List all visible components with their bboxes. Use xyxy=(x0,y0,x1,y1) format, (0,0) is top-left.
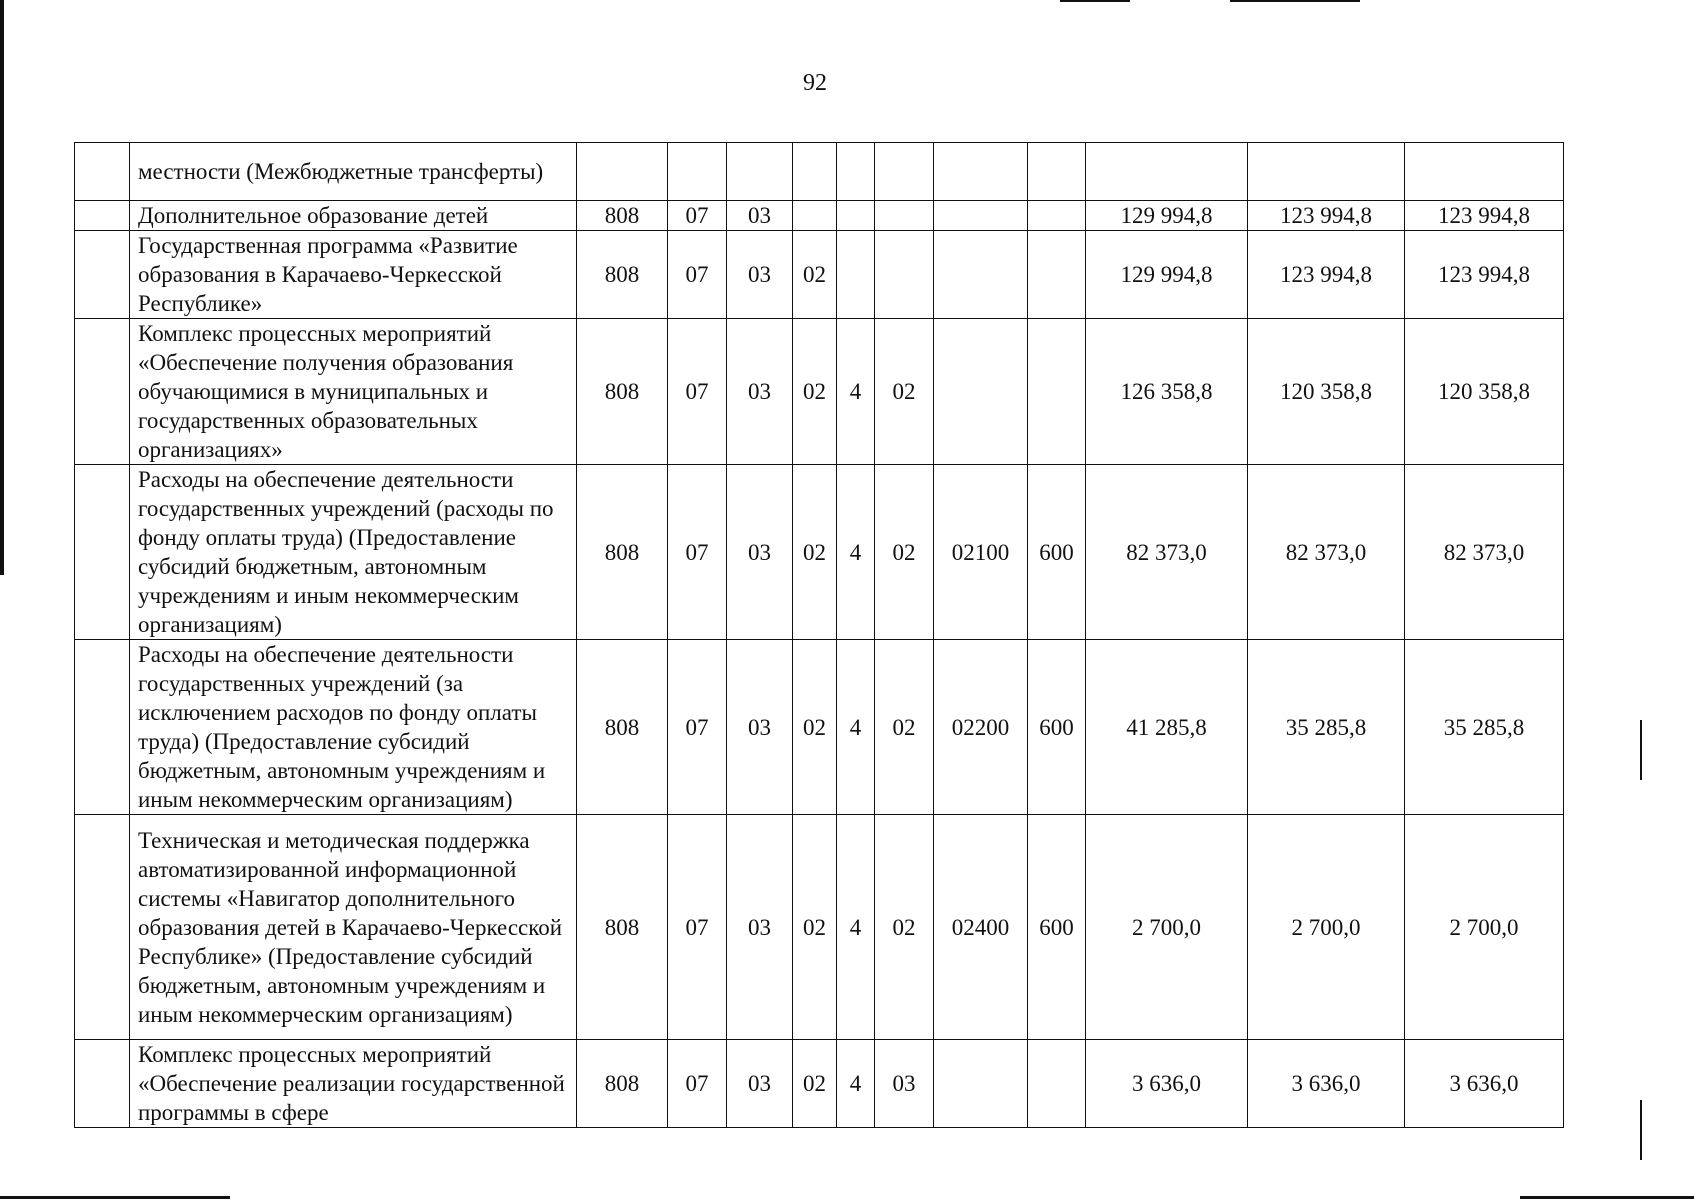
amount-year1-cell: 41 285,8 xyxy=(1086,640,1248,815)
row-number-cell xyxy=(75,640,130,815)
amount-year1-cell xyxy=(1086,143,1248,201)
direction-code-cell xyxy=(934,319,1028,465)
expense-name-cell: местности (Межбюджетные трансферты) xyxy=(130,143,577,201)
complex-code-cell xyxy=(875,143,934,201)
table-row xyxy=(75,319,1564,465)
expense-type-code-cell xyxy=(1028,201,1086,231)
ministry-code-cell: 808 xyxy=(577,231,668,319)
ministry-code-cell: 808 xyxy=(577,465,668,640)
expense-name-cell: Расходы на обеспечение деятельности государственных учреждений (расходы по фонду оплаты труда) (Предоставление субсидий бюджетным, автономным учреждениям и иным некоммерческим организациям) xyxy=(130,465,577,640)
program-code-cell: 02 xyxy=(793,815,837,1040)
expense-name-cell: Комплекс процессных мероприятий «Обеспечение получения образования обучающимися в муниципальных и государственных образовательных организациях» xyxy=(130,319,577,465)
direction-code-cell: 02200 xyxy=(934,640,1028,815)
ministry-code-cell xyxy=(577,143,668,201)
expense-type-code-cell: 600 xyxy=(1028,465,1086,640)
table-row xyxy=(75,231,1564,319)
type-code-cell: 4 xyxy=(837,640,875,815)
amount-year3-cell: 35 285,8 xyxy=(1405,640,1564,815)
top-right-rule xyxy=(1060,0,1130,2)
amount-year1-cell: 82 373,0 xyxy=(1086,465,1248,640)
complex-code-cell: 02 xyxy=(875,319,934,465)
amount-year2-cell: 35 285,8 xyxy=(1248,640,1405,815)
expense-type-code-cell: 600 xyxy=(1028,640,1086,815)
amount-year2-cell: 120 358,8 xyxy=(1248,319,1405,465)
row-number-cell xyxy=(75,231,130,319)
expense-type-code-cell xyxy=(1028,143,1086,201)
right-margin-mark xyxy=(1640,720,1642,780)
table-row xyxy=(75,640,1564,815)
subsection-code-cell: 03 xyxy=(727,231,793,319)
amount-year2-cell: 82 373,0 xyxy=(1248,465,1405,640)
budget-table xyxy=(74,142,1564,1128)
amount-year2-cell: 123 994,8 xyxy=(1248,201,1405,231)
subsection-code-cell: 03 xyxy=(727,1040,793,1128)
program-code-cell: 02 xyxy=(793,231,837,319)
amount-year3-cell: 82 373,0 xyxy=(1405,465,1564,640)
amount-year1-cell: 2 700,0 xyxy=(1086,815,1248,1040)
expense-name-cell: Дополнительное образование детей xyxy=(130,201,577,231)
amount-year3-cell: 120 358,8 xyxy=(1405,319,1564,465)
type-code-cell: 4 xyxy=(837,319,875,465)
row-number-cell xyxy=(75,201,130,231)
section-code-cell: 07 xyxy=(668,1040,727,1128)
amount-year3-cell xyxy=(1405,143,1564,201)
direction-code-cell xyxy=(934,201,1028,231)
direction-code-cell xyxy=(934,143,1028,201)
type-code-cell xyxy=(837,231,875,319)
expense-name-cell: Государственная программа «Развитие образования в Карачаево-Черкесской Республике» xyxy=(130,231,577,319)
program-code-cell xyxy=(793,201,837,231)
program-code-cell: 02 xyxy=(793,465,837,640)
table-row xyxy=(75,815,1564,1040)
ministry-code-cell: 808 xyxy=(577,1040,668,1128)
section-code-cell: 07 xyxy=(668,640,727,815)
program-code-cell: 02 xyxy=(793,1040,837,1128)
amount-year2-cell: 3 636,0 xyxy=(1248,1040,1405,1128)
page-number: 92 xyxy=(803,70,827,96)
complex-code-cell: 02 xyxy=(875,465,934,640)
subsection-code-cell: 03 xyxy=(727,465,793,640)
program-code-cell: 02 xyxy=(793,319,837,465)
amount-year1-cell: 129 994,8 xyxy=(1086,201,1248,231)
ministry-code-cell: 808 xyxy=(577,319,668,465)
bottom-left-rule xyxy=(0,1196,230,1199)
complex-code-cell xyxy=(875,201,934,231)
bottom-right-rule xyxy=(1520,1196,1694,1199)
right-margin-mark xyxy=(1640,1100,1642,1160)
expense-type-code-cell: 600 xyxy=(1028,815,1086,1040)
section-code-cell: 07 xyxy=(668,815,727,1040)
ministry-code-cell: 808 xyxy=(577,815,668,1040)
row-number-cell xyxy=(75,319,130,465)
row-number-cell xyxy=(75,1040,130,1128)
amount-year1-cell: 129 994,8 xyxy=(1086,231,1248,319)
row-number-cell xyxy=(75,143,130,201)
amount-year2-cell xyxy=(1248,143,1405,201)
section-code-cell: 07 xyxy=(668,231,727,319)
section-code-cell: 07 xyxy=(668,465,727,640)
table-row xyxy=(75,465,1564,640)
expense-type-code-cell xyxy=(1028,231,1086,319)
amount-year3-cell: 123 994,8 xyxy=(1405,201,1564,231)
subsection-code-cell: 03 xyxy=(727,201,793,231)
subsection-code-cell: 03 xyxy=(727,640,793,815)
complex-code-cell: 02 xyxy=(875,640,934,815)
type-code-cell: 4 xyxy=(837,465,875,640)
amount-year3-cell: 2 700,0 xyxy=(1405,815,1564,1040)
table-row xyxy=(75,1040,1564,1128)
complex-code-cell: 03 xyxy=(875,1040,934,1128)
direction-code-cell xyxy=(934,231,1028,319)
program-code-cell xyxy=(793,143,837,201)
amount-year2-cell: 2 700,0 xyxy=(1248,815,1405,1040)
section-code-cell: 07 xyxy=(668,201,727,231)
complex-code-cell xyxy=(875,231,934,319)
complex-code-cell: 02 xyxy=(875,815,934,1040)
expense-type-code-cell xyxy=(1028,319,1086,465)
section-code-cell xyxy=(668,143,727,201)
section-code-cell: 07 xyxy=(668,319,727,465)
amount-year1-cell: 126 358,8 xyxy=(1086,319,1248,465)
type-code-cell: 4 xyxy=(837,815,875,1040)
subsection-code-cell xyxy=(727,143,793,201)
direction-code-cell: 02400 xyxy=(934,815,1028,1040)
ministry-code-cell: 808 xyxy=(577,201,668,231)
left-edge-mark xyxy=(0,0,4,575)
type-code-cell: 4 xyxy=(837,1040,875,1128)
direction-code-cell: 02100 xyxy=(934,465,1028,640)
amount-year2-cell: 123 994,8 xyxy=(1248,231,1405,319)
ministry-code-cell: 808 xyxy=(577,640,668,815)
top-right-rule xyxy=(1230,0,1360,2)
subsection-code-cell: 03 xyxy=(727,319,793,465)
expense-name-cell: Комплекс процессных мероприятий «Обеспечение реализации государственной программы в сфере xyxy=(130,1040,577,1128)
type-code-cell xyxy=(837,143,875,201)
expense-name-cell: Расходы на обеспечение деятельности государственных учреждений (за исключением расходов по фонду оплаты труда) (Предоставление субсидий бюджетным, автономным учреждениям и иным некоммерческим организациям) xyxy=(130,640,577,815)
subsection-code-cell: 03 xyxy=(727,815,793,1040)
amount-year3-cell: 3 636,0 xyxy=(1405,1040,1564,1128)
type-code-cell xyxy=(837,201,875,231)
row-number-cell xyxy=(75,465,130,640)
row-number-cell xyxy=(75,815,130,1040)
amount-year3-cell: 123 994,8 xyxy=(1405,231,1564,319)
amount-year1-cell: 3 636,0 xyxy=(1086,1040,1248,1128)
expense-type-code-cell xyxy=(1028,1040,1086,1128)
direction-code-cell xyxy=(934,1040,1028,1128)
program-code-cell: 02 xyxy=(793,640,837,815)
expense-name-cell: Техническая и методическая поддержка автоматизированной информационной системы «Навигатор дополнительного образования детей в Карачаево-Черкесской Республике» (Предоставление субсидий бюджетным, автономным учреждениям и иным некоммерческим организациям) xyxy=(130,815,577,1040)
table-row xyxy=(75,201,1564,231)
table-row xyxy=(75,143,1564,201)
